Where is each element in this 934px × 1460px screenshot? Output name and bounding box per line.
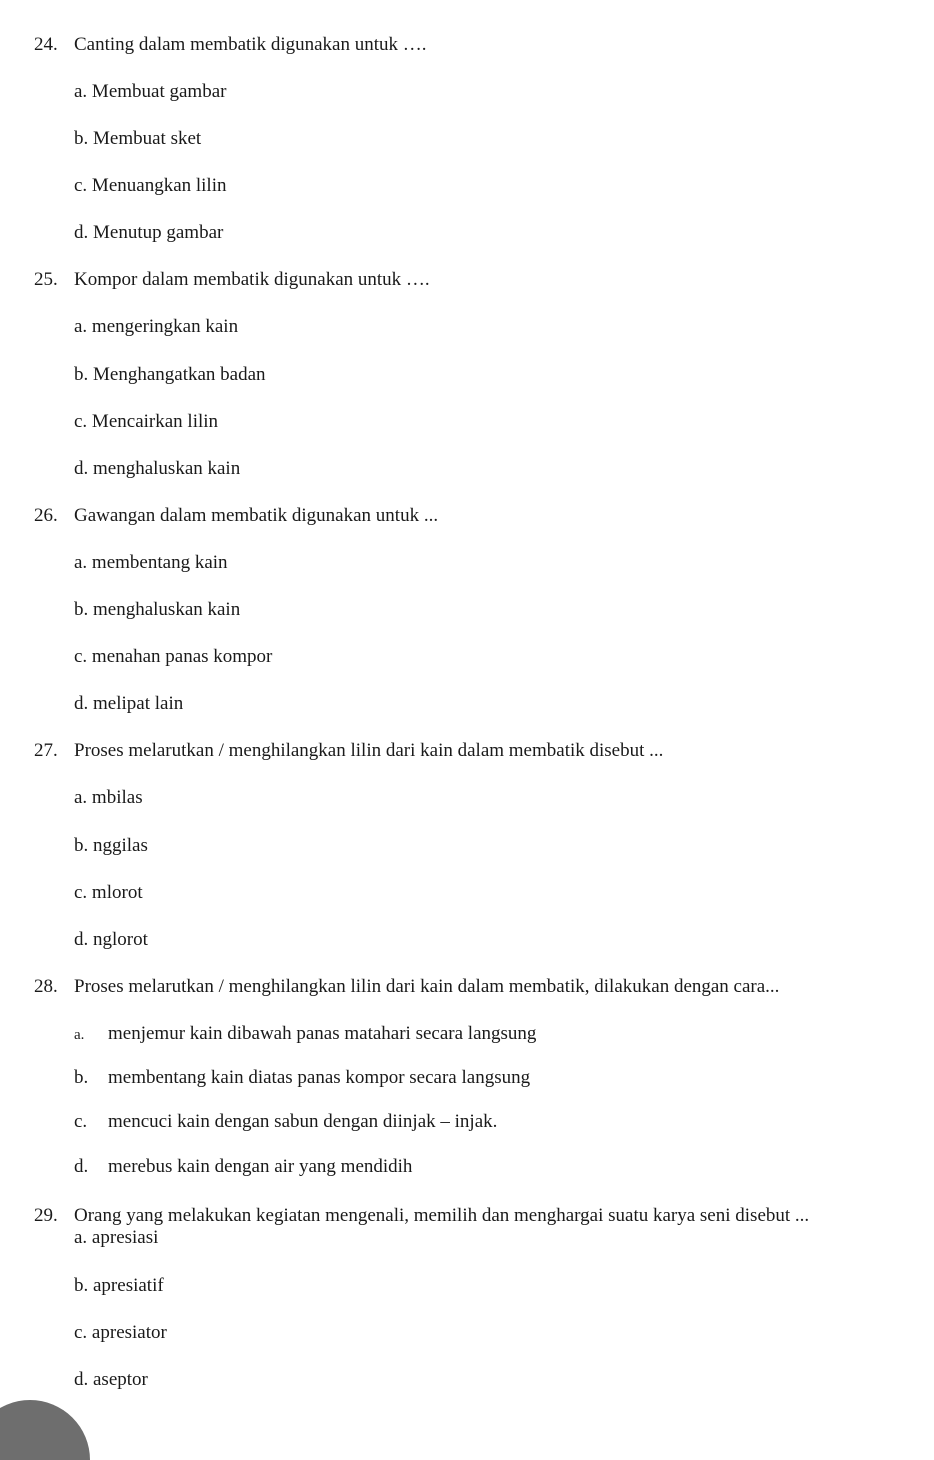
option-25a: a. mengeringkan kain [74, 316, 239, 337]
option-text: mencuci kain dengan sabun dengan diinjak – injak. [108, 1111, 498, 1132]
option-28d [74, 1156, 412, 1178]
option-26c: c. menahan panas kompor [74, 646, 273, 667]
option-text: membentang kain diatas panas kompor secara langsung [108, 1067, 531, 1088]
option-24b: b. Membuat sket [74, 128, 202, 149]
option-letter: a. [74, 1027, 85, 1043]
question-text: Canting dalam membatik digunakan untuk …. [74, 34, 427, 55]
question-text: Proses melarutkan / menghilangkan lilin dari kain dalam membatik, dilakukan dengan cara... [74, 976, 780, 997]
question-number: 24. [34, 34, 58, 55]
option-letter: b. [74, 1067, 89, 1088]
question-28 [34, 976, 779, 998]
question-26 [34, 505, 438, 527]
question-text: Proses melarutkan / menghilangkan lilin dari kain dalam membatik disebut ... [74, 740, 664, 761]
option-27c: c. mlorot [74, 882, 143, 903]
question-text: Gawangan dalam membatik digunakan untuk ... [74, 505, 439, 526]
option-24c: c. Menuangkan lilin [74, 175, 227, 196]
option-29a: a. apresiasi [74, 1227, 159, 1248]
corner-shadow [0, 1400, 90, 1460]
question-number: 28. [34, 976, 58, 997]
option-25b: b. Menghangatkan badan [74, 364, 266, 385]
question-number: 26. [34, 505, 58, 526]
question-27 [34, 740, 663, 762]
option-text: menjemur kain dibawah panas matahari secara langsung [108, 1023, 537, 1044]
option-24a: a. Membuat gambar [74, 81, 227, 102]
option-28a [74, 1023, 536, 1046]
option-28c [74, 1111, 497, 1133]
option-27d: d. nglorot [74, 929, 148, 950]
option-28b [74, 1067, 530, 1089]
option-29d: d. aseptor [74, 1369, 148, 1390]
option-25c: c. Mencairkan lilin [74, 411, 219, 432]
option-27b: b. nggilas [74, 835, 148, 856]
question-25 [34, 269, 430, 291]
option-29b: b. apresiatif [74, 1275, 164, 1296]
option-text: merebus kain dengan air yang mendidih [108, 1156, 413, 1177]
option-24d: d. Menutup gambar [74, 222, 224, 243]
question-number: 27. [34, 740, 58, 761]
question-text: Orang yang melakukan kegiatan mengenali, memilih dan menghargai suatu karya seni disebut ... [74, 1205, 810, 1226]
option-25d: d. menghaluskan kain [74, 458, 241, 479]
option-26a: a. membentang kain [74, 552, 228, 573]
question-29 [34, 1205, 809, 1227]
option-letter: d. [74, 1156, 89, 1177]
option-27a: a. mbilas [74, 787, 143, 808]
option-26d: d. melipat lain [74, 693, 184, 714]
option-letter: c. [74, 1111, 88, 1132]
question-24 [34, 34, 427, 56]
question-number: 25. [34, 269, 58, 290]
question-text: Kompor dalam membatik digunakan untuk …. [74, 269, 430, 290]
option-29c: c. apresiator [74, 1322, 167, 1343]
option-26b: b. menghaluskan kain [74, 599, 241, 620]
question-number: 29. [34, 1205, 58, 1226]
